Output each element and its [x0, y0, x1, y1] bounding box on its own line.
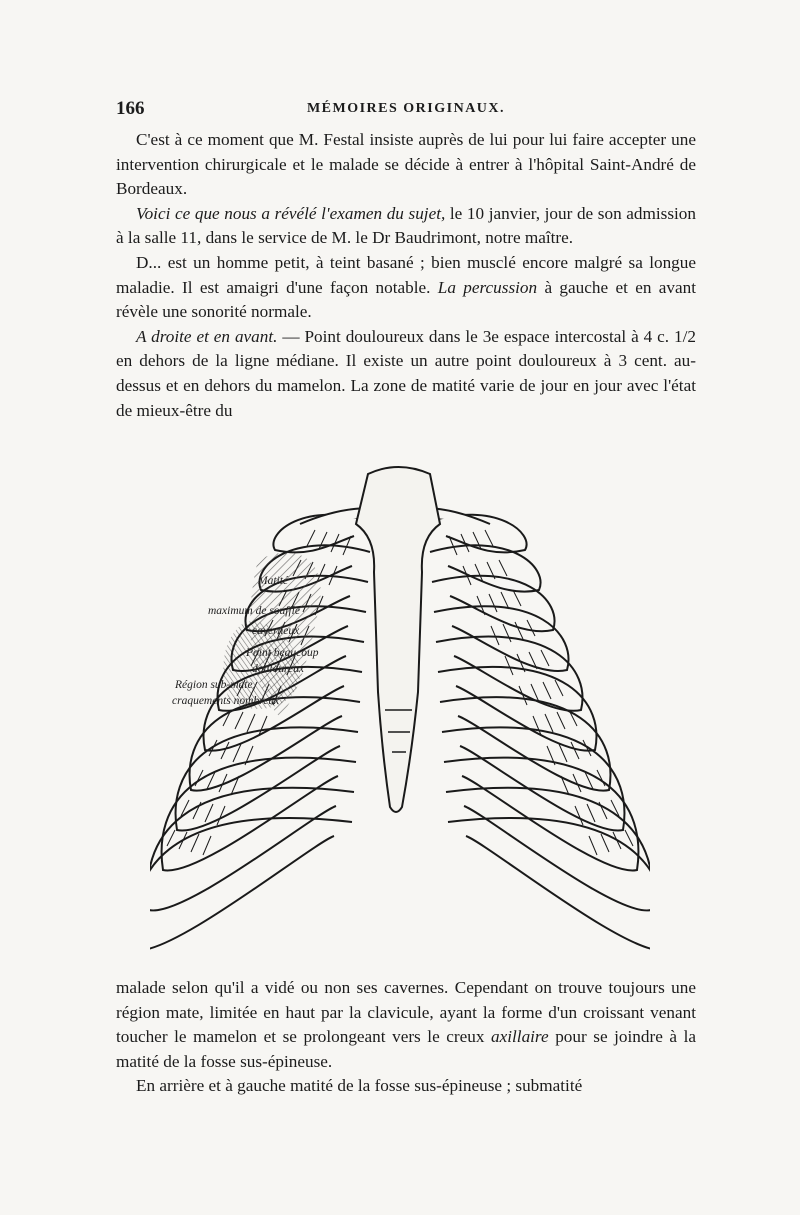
- text-run: le 10 janvier, jour de son admission à la salle 11, dans le service de M. le Dr Baudrimont, notre maître.: [116, 203, 696, 248]
- rib-shading: [191, 834, 199, 852]
- rib-shading: [485, 530, 493, 546]
- rib-shading: [235, 712, 243, 729]
- rib-shading: [601, 834, 609, 852]
- rib-cage-drawing: [150, 452, 650, 976]
- italic-run: axillaire: [491, 1027, 549, 1047]
- rib-shading: [221, 742, 229, 759]
- label-matite: Matité: [258, 575, 289, 587]
- body-text-top: [116, 128, 696, 423]
- italic-run: A droite et en avant.: [136, 326, 278, 346]
- label-region: Région sub-mate,: [175, 679, 256, 691]
- rib-shading: [505, 656, 513, 675]
- text-run: En arrière et à gauche matité de la fosse sus-épineuse ; submatité: [136, 1076, 583, 1096]
- text-run: C'est à ce moment que M. Festal insiste auprès de lui pour lui faire accepter une intervention chirurgicale et le malade se décide à entrer à l'hôpital Saint-André de Bordeaux.: [116, 130, 696, 199]
- italic-run: Voici ce que nous a révélé l'examen du sujet,: [136, 203, 446, 223]
- label-point: Point beaucoup: [246, 647, 319, 659]
- right-rib: [150, 788, 354, 911]
- rib-shading: [599, 802, 607, 819]
- label-caverneux: caverneux: [252, 625, 300, 637]
- rib-shading: [515, 622, 523, 639]
- text-run: malade selon qu'il a vidé ou non ses cavernes. Cependant on trouve toujours une région mate, limitée en haut par la clavicule, ayant la forme d'un croissant venant toucher le mamelon et se prolongeant vers le creux: [116, 978, 696, 1047]
- rib-shading: [587, 804, 595, 822]
- paragraphs_top-paragraph: [116, 202, 696, 251]
- rib-shading: [167, 830, 175, 846]
- left-rib: [448, 818, 650, 950]
- paragraphs_bottom-paragraph: [116, 976, 696, 1074]
- rib-shading: [193, 802, 201, 819]
- rib-shading: [557, 712, 565, 729]
- rib-shading: [203, 836, 211, 855]
- rib-shading: [307, 530, 315, 546]
- running-title: MÉMOIRES ORIGINAUX.: [306, 101, 506, 116]
- thorax-figure: [150, 452, 650, 976]
- paragraphs_top-paragraph: [116, 128, 696, 202]
- text-run: — Point douloureux dans le 3e espace intercostal à 4 c. 1/2 en dehors de la ligne médiane. Il existe un autre point douloureux à 3 cent. au-dessus et en dehors du mamelon. La zone de matité varie de jour en jour avec l'état de mieux-être du: [116, 326, 696, 420]
- rib-shading: [217, 806, 225, 825]
- body-text-bottom: [116, 976, 696, 1099]
- left-rib: [438, 667, 596, 751]
- label-craquements: craquements nombreux: [172, 695, 280, 707]
- rib-shading: [543, 682, 551, 699]
- rib-shading: [541, 650, 549, 666]
- rib-shading: [489, 594, 497, 612]
- sternum: [356, 467, 440, 812]
- rib-shading: [527, 620, 535, 636]
- left-rib: [444, 758, 638, 871]
- rib-shading: [589, 836, 597, 855]
- label-maximum-souffle: maximum de souffle: [208, 605, 300, 617]
- text-run: à gauche et en avant révèle une sonorité normale.: [116, 277, 696, 322]
- rib-shading: [499, 560, 507, 576]
- rib-shading: [545, 714, 553, 732]
- rib-shading: [205, 804, 213, 822]
- paragraphs_top-paragraph: [116, 325, 696, 423]
- text-run: D... est un homme petit, à teint basané ; bien musclé encore malgré sa longue maladie. Il est amaigri d'une façon notable.: [116, 252, 696, 297]
- label-douloureux: douloureux: [252, 663, 304, 675]
- running-header: [116, 98, 696, 120]
- left-rib: [446, 788, 650, 911]
- paragraphs_bottom-paragraph: [116, 1074, 696, 1099]
- paragraphs_top-paragraph: [116, 251, 696, 325]
- rib-shading: [575, 806, 583, 825]
- rib-shading: [625, 830, 633, 846]
- rib-shading: [503, 624, 511, 642]
- right-rib: [150, 818, 352, 950]
- text-run: pour se joindre à la matité de la fosse sus-épineuse.: [116, 1027, 696, 1071]
- page-number: 166: [116, 98, 145, 119]
- italic-run: La percussion: [437, 277, 538, 297]
- right-rib: [162, 758, 356, 871]
- rib-shading: [571, 742, 579, 759]
- rib-shading: [247, 714, 255, 732]
